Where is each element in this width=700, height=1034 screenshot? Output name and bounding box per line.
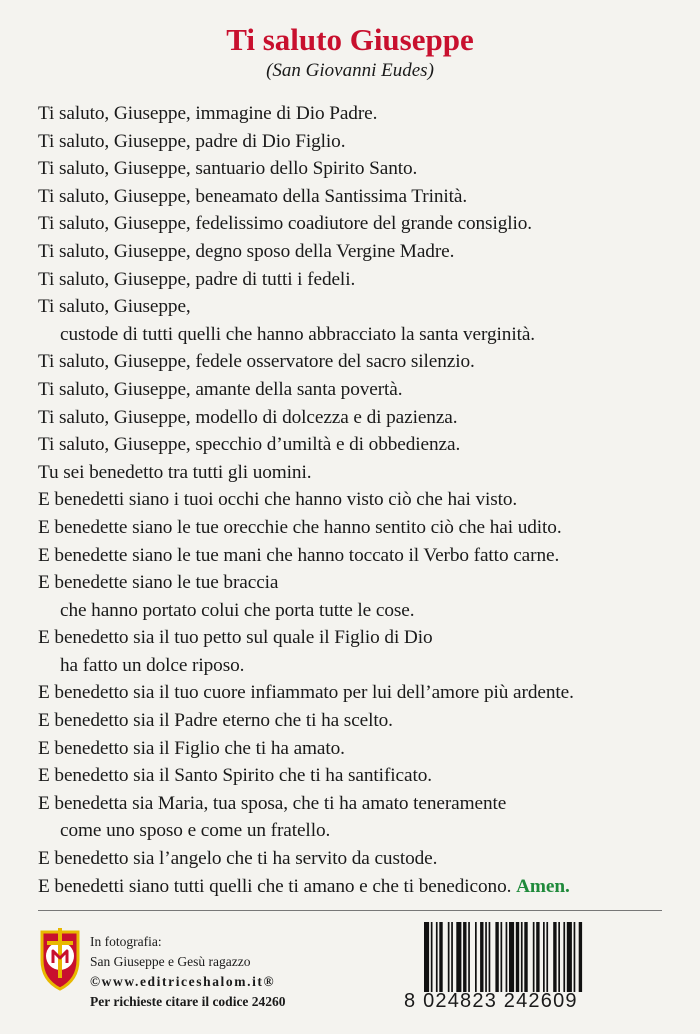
barcode-bar: [448, 922, 450, 992]
barcode-bar: [524, 922, 527, 992]
barcode-bar: [489, 922, 491, 992]
prayer-line-text: E benedetta sia Maria, tua sposa, che ti ha amato teneramente: [38, 792, 507, 814]
barcode-bar: [579, 922, 582, 992]
barcode-bar: [468, 922, 470, 992]
prayer-line-text: E benedetto sia il Padre eterno che ti ha scelto.: [38, 710, 393, 732]
barcode-bar: [501, 922, 503, 992]
prayer-line-text: ha fatto un dolce riposo.: [60, 654, 245, 676]
prayer-line-text: Ti saluto, Giuseppe, amante della santa povertà.: [38, 378, 403, 400]
photo-subject: San Giuseppe e Gesù ragazzo: [90, 954, 251, 969]
barcode-bar: [431, 922, 433, 992]
barcode-bar: [516, 922, 519, 992]
prayer-title: Ti saluto Giuseppe: [226, 22, 474, 57]
barcode-bar: [506, 922, 508, 992]
prayer-line-text: Ti saluto, Giuseppe,: [38, 296, 191, 318]
prayer-line-text: E benedette siano le tue braccia: [38, 572, 279, 594]
prayer-line: [38, 735, 688, 763]
prayer-line-text: custode di tutti quelli che hanno abbracciato la santa verginità.: [60, 323, 536, 345]
barcode-bar: [533, 922, 535, 992]
prayer-line-text: E benedetti siano i tuoi occhi che hanno visto ciò che hai visto.: [38, 489, 518, 511]
barcode-bar: [563, 922, 565, 992]
barcode-bar: [463, 922, 466, 992]
prayer-line-text: E benedetto sia il tuo cuore infiammato per lui dell’amore più ardente.: [38, 682, 574, 704]
barcode-bar: [480, 922, 483, 992]
barcode-bar: [521, 922, 523, 992]
shield-cross-logo-icon: [38, 926, 82, 992]
prayer-line: [38, 873, 688, 901]
prayer-line: [38, 790, 688, 818]
prayer-line: [38, 376, 688, 404]
prayer-line-text: E benedette siano le tue orecchie che hanno sentito ciò che hai udito.: [38, 516, 562, 538]
prayer-line: [38, 321, 688, 349]
barcode-bar: [475, 922, 477, 992]
amen-word: Amen.: [516, 875, 570, 897]
prayer-line: [38, 624, 688, 652]
prayer-line: [38, 431, 688, 459]
barcode-bar: [567, 922, 572, 992]
prayer-line-text: Ti saluto, Giuseppe, padre di tutti i fedeli.: [38, 268, 356, 290]
prayer-line: [38, 293, 688, 321]
prayer-line: [38, 183, 688, 211]
prayer-line-text: Ti saluto, Giuseppe, padre di Dio Figlio.: [38, 130, 346, 152]
barcode-bar: [546, 922, 548, 992]
prayer-line-text: Ti saluto, Giuseppe, specchio d’umiltà e di obbedienza.: [38, 434, 461, 456]
divider: [38, 910, 662, 911]
barcode-bar: [485, 922, 487, 992]
prayer-line: [38, 266, 688, 294]
prayer-line-text: E benedetti siano tutti quelli che ti amano e che ti benedicono.: [38, 875, 512, 897]
barcode-bar: [439, 922, 442, 992]
barcode-bar: [436, 922, 438, 992]
barcode-bar: [536, 922, 539, 992]
photo-label: In fotografia:: [90, 934, 162, 949]
barcode-bar: [558, 922, 560, 992]
prayer-line-text: Ti saluto, Giuseppe, degno sposo della Vergine Madre.: [38, 240, 455, 262]
website-link[interactable]: ©www.editriceshalom.it®: [90, 974, 276, 989]
prayer-line: [38, 542, 688, 570]
prayer-line-text: E benedetto sia il tuo petto sul quale il Figlio di Dio: [38, 627, 433, 649]
prayer-line: [38, 652, 688, 680]
prayer-line-text: Ti saluto, Giuseppe, immagine di Dio Padre.: [38, 103, 378, 124]
prayer-line: [38, 210, 688, 238]
prayer-line-text: Tu sei benedetto tra tutti gli uomini.: [38, 461, 312, 483]
barcode-number: 8 024823 242609: [404, 990, 578, 1012]
prayer-line-text: Ti saluto, Giuseppe, fedelissimo coadiutore del grande consiglio.: [38, 213, 533, 235]
prayer-line-text: Ti saluto, Giuseppe, fedele osservatore del sacro silenzio.: [38, 351, 475, 373]
prayer-text: [38, 100, 688, 900]
prayer-line-text: che hanno portato colui che porta tutte le cose.: [60, 599, 415, 621]
prayer-line-text: E benedetto sia l’angelo che ti ha servito da custode.: [38, 848, 438, 870]
prayer-line-text: Ti saluto, Giuseppe, modello di dolcezza e di pazienza.: [38, 406, 458, 428]
prayer-line-text: Ti saluto, Giuseppe, santuario dello Spirito Santo.: [38, 158, 418, 180]
prayer-line-text: E benedette siano le tue mani che hanno toccato il Verbo fatto carne.: [38, 544, 560, 566]
prayer-author: (San Giovanni Eudes): [266, 60, 434, 81]
code-note: Per richieste citare il codice 24260: [90, 994, 286, 1009]
prayer-line-text: Ti saluto, Giuseppe, beneamato della Santissima Trinità.: [38, 185, 468, 207]
prayer-line-text: E benedetto sia il Figlio che ti ha amato.: [38, 737, 345, 759]
barcode-bar: [553, 922, 556, 992]
prayer-line: [38, 514, 688, 542]
prayer-line-text: come uno sposo e come un fratello.: [60, 820, 331, 842]
prayer-line: [38, 679, 688, 707]
prayer-line: [38, 486, 688, 514]
prayer-line: [38, 155, 688, 183]
barcode-bar: [424, 922, 429, 992]
prayer-line: [38, 404, 688, 432]
barcode-bar: [456, 922, 461, 992]
barcode: [422, 922, 662, 992]
barcode-bar: [509, 922, 514, 992]
prayer-line: [38, 762, 688, 790]
prayer-line: [38, 569, 688, 597]
prayer-line: [38, 128, 688, 156]
prayer-line: [38, 459, 688, 487]
prayer-line: [38, 348, 688, 376]
barcode-bar: [574, 922, 576, 992]
prayer-line: [38, 845, 688, 873]
barcode-bar: [451, 922, 453, 992]
barcode-bar: [495, 922, 498, 992]
prayer-line: [38, 238, 688, 266]
barcode-bar: [543, 922, 545, 992]
prayer-line: [38, 100, 688, 128]
photo-credits: [90, 932, 410, 1012]
prayer-line: [38, 597, 688, 625]
prayer-line: [38, 707, 688, 735]
prayer-line: [38, 817, 688, 845]
prayer-line-text: E benedetto sia il Santo Spirito che ti ha santificato.: [38, 765, 432, 787]
